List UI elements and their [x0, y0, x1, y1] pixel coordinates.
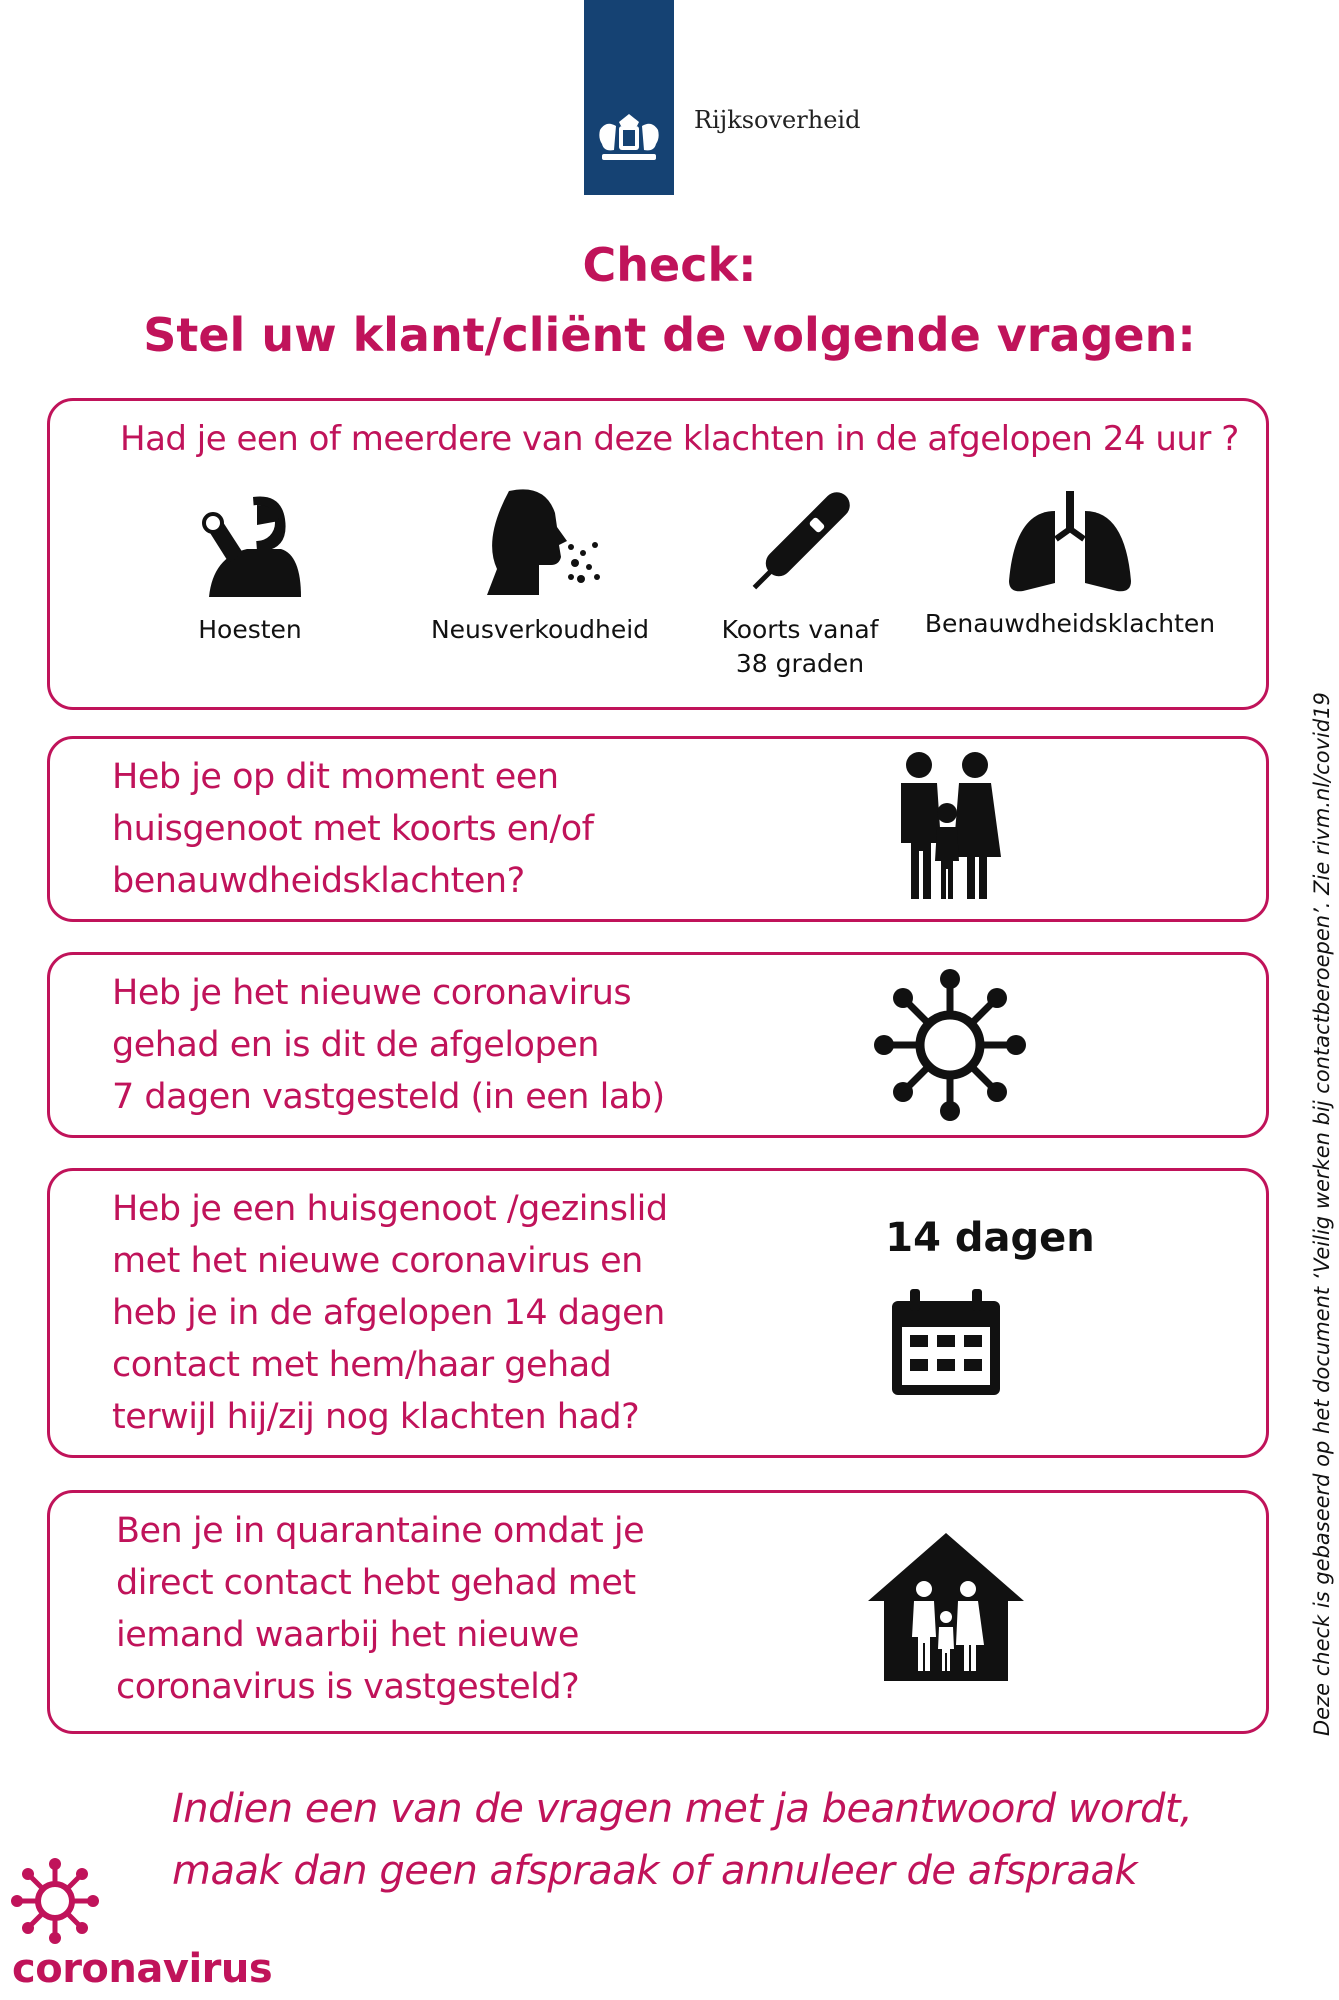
question-line: Heb je het nieuwe coronavirus — [112, 973, 632, 1013]
footer-line: maak dan geen afspraak of annuleer de afspraak — [172, 1848, 1138, 1894]
coronavirus-word: coronavirus — [12, 1946, 273, 1992]
question-box-contact — [47, 1168, 1269, 1458]
footer-warning — [172, 1778, 1192, 1902]
question-text — [112, 1183, 832, 1443]
symptom-label: 38 graden — [735, 649, 865, 678]
question-line: Heb je een huisgenoot /gezinslid — [112, 1189, 668, 1229]
question-line: coronavirus is vastgesteld? — [116, 1667, 580, 1707]
question-line: Ben je in quarantaine omdat je — [116, 1511, 645, 1551]
question-box-infected — [47, 952, 1269, 1138]
thermometer-icon — [735, 483, 865, 601]
sneezing-head-icon — [475, 483, 605, 601]
logo-text: Rijksoverheid — [694, 106, 861, 134]
rijksoverheid-logo-bar — [584, 0, 674, 195]
title-subtitle: Stel uw klant/cliënt de volgende vragen: — [143, 308, 1196, 362]
symptom-fever — [670, 483, 930, 681]
question-box-housemate — [47, 736, 1269, 922]
question-text: Had je een of meerdere van deze klachten in de afgelopen 24 uur ? — [120, 419, 1239, 459]
question-text — [116, 1505, 836, 1713]
question-line: Heb je op dit moment een — [112, 757, 559, 797]
question-text — [112, 967, 832, 1123]
house-family-icon — [868, 1533, 1024, 1683]
question-line: heb je in de afgelopen 14 dagen — [112, 1293, 665, 1333]
symptom-cough — [145, 489, 355, 647]
lungs-icon — [1005, 491, 1135, 595]
question-box-quarantine — [47, 1490, 1269, 1734]
question-box-symptoms — [47, 398, 1269, 710]
title-check: Check: — [582, 238, 757, 292]
question-line: contact met hem/haar gehad — [112, 1345, 612, 1385]
question-text — [112, 751, 832, 907]
question-line: terwijl hij/zij nog klachten had? — [112, 1397, 640, 1437]
coronavirus-logo-icon — [10, 1858, 100, 1944]
symptom-label: Hoesten — [198, 615, 302, 644]
question-line: 7 dagen vastgesteld (in een lab) — [112, 1077, 665, 1117]
question-line: huisgenoot met koorts en/of — [112, 809, 594, 849]
coughing-person-icon — [195, 489, 305, 601]
symptom-label: Benauwdheidsklachten — [924, 609, 1216, 638]
question-line: benauwdheidsklachten? — [112, 861, 525, 901]
coat-of-arms-icon — [592, 100, 666, 170]
symptom-breathing — [910, 491, 1230, 641]
question-line: direct contact hebt gehad met — [116, 1563, 636, 1603]
symptom-label: Koorts vanaf — [721, 615, 879, 644]
footer-line: Indien een van de vragen met ja beantwoord wordt, — [172, 1786, 1193, 1832]
symptom-cold — [410, 483, 670, 647]
symptom-label: Neusverkoudheid — [430, 615, 650, 644]
source-note: Deze check is gebaseerd op het document ‘Veilig werken bij contactberoepen’. Zie rivm.nl/covid19 — [1310, 692, 1334, 1736]
question-line: met het nieuwe coronavirus en — [112, 1241, 643, 1281]
days-label: 14 dagen — [885, 1215, 1095, 1261]
family-icon — [893, 751, 1003, 901]
virus-icon — [870, 965, 1030, 1125]
question-line: gehad en is dit de afgelopen — [112, 1025, 599, 1065]
question-line: iemand waarbij het nieuwe — [116, 1615, 579, 1655]
calendar-icon — [888, 1287, 1004, 1399]
